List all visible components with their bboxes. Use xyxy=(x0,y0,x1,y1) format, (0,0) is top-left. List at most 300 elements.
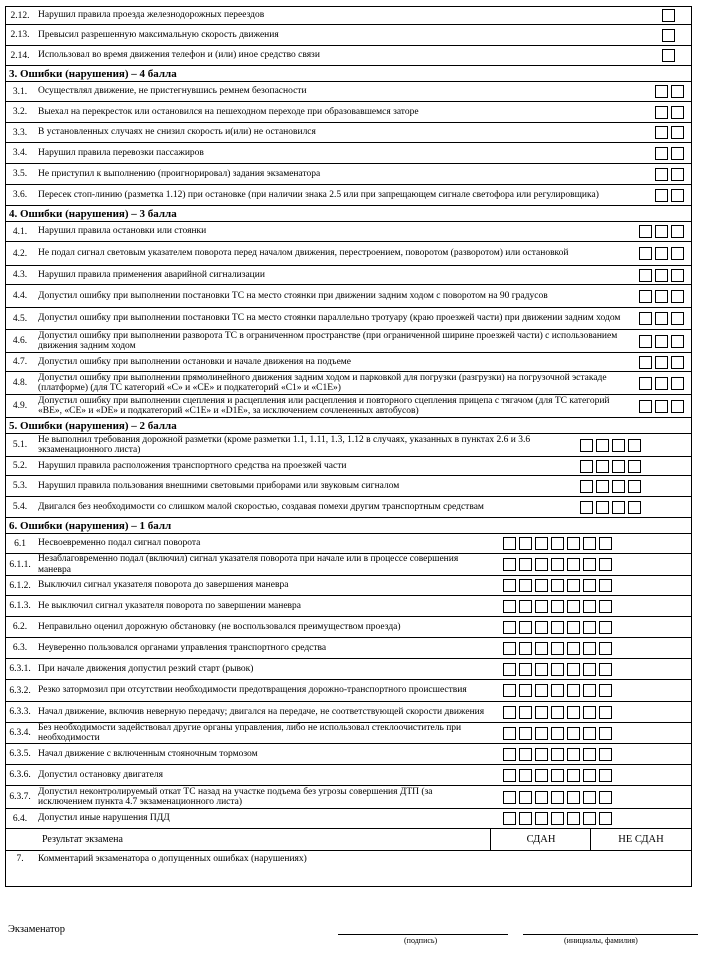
violation-row xyxy=(5,25,692,46)
mark-checkbox[interactable] xyxy=(503,812,516,825)
checkbox-group xyxy=(503,809,615,828)
signature-line[interactable] xyxy=(338,934,508,935)
mark-checkbox[interactable] xyxy=(551,558,564,571)
row-number: 6.1 xyxy=(14,538,26,549)
row-number: 5.2. xyxy=(12,461,28,471)
row-number: 4.8. xyxy=(12,378,28,388)
mark-checkbox[interactable] xyxy=(671,290,684,303)
violation-row xyxy=(5,554,692,576)
mark-checkbox[interactable] xyxy=(612,480,625,493)
signature-caption: (подпись) xyxy=(404,936,438,945)
mark-checkbox[interactable] xyxy=(535,621,548,634)
mark-checkbox[interactable] xyxy=(583,812,596,825)
mark-checkbox[interactable] xyxy=(583,684,596,697)
mark-checkbox[interactable] xyxy=(583,706,596,719)
row-text: Не подал сигнал световым указателем поворота перед началом движения, перестроением, поворотом (разворотом) или остановкой xyxy=(38,248,569,259)
row-number: 4.4. xyxy=(12,291,28,301)
checkbox-group xyxy=(503,534,615,553)
section-header: 4. Ошибки (нарушения) – 3 балла xyxy=(5,206,692,222)
mark-checkbox[interactable] xyxy=(612,439,625,452)
mark-checkbox[interactable] xyxy=(519,812,532,825)
row-text: Допустил ошибку при выполнении разворота ТС в ограниченном пространстве (при ограниченной ширине проезжей части) с использованием движения задним ходом xyxy=(38,330,618,351)
mark-checkbox[interactable] xyxy=(519,791,532,804)
mark-checkbox[interactable] xyxy=(535,727,548,740)
mark-checkbox[interactable] xyxy=(583,579,596,592)
row-text: Без необходимости задействовал другие органы управления, либо не использовал стеклоочиститель при необходимости xyxy=(38,722,462,743)
row-number: 3.5. xyxy=(12,169,28,179)
mark-checkbox[interactable] xyxy=(503,748,516,761)
violation-row xyxy=(5,576,692,596)
row-text: Осуществлял движение, не пристегнувшись ремнем безопасности xyxy=(38,86,307,97)
row-number: 6.1.1. xyxy=(9,559,31,570)
mark-checkbox[interactable] xyxy=(599,706,612,719)
mark-checkbox[interactable] xyxy=(519,537,532,550)
row-number: 2.13. xyxy=(10,30,30,40)
mark-checkbox[interactable] xyxy=(580,480,593,493)
violation-row xyxy=(5,723,692,744)
mark-checkbox[interactable] xyxy=(551,621,564,634)
mark-checkbox[interactable] xyxy=(599,558,612,571)
row-text: Незаблаговременно подал (включил) сигнал указателя поворота при начале или в процессе совершения маневра xyxy=(38,554,459,575)
mark-checkbox[interactable] xyxy=(580,439,593,452)
mark-checkbox[interactable] xyxy=(655,312,668,325)
violation-row xyxy=(5,786,692,809)
mark-checkbox[interactable] xyxy=(503,579,516,592)
row-text: Не выключил сигнал указателя поворота по завершении маневра xyxy=(38,600,301,611)
mark-checkbox[interactable] xyxy=(671,312,684,325)
mark-checkbox[interactable] xyxy=(596,439,609,452)
checkbox-group xyxy=(503,638,615,658)
mark-checkbox[interactable] xyxy=(655,356,668,369)
mark-checkbox[interactable] xyxy=(655,400,668,413)
mark-checkbox[interactable] xyxy=(671,147,684,160)
violation-row xyxy=(5,46,692,66)
examiner-label: Экзаменатор xyxy=(8,924,65,935)
mark-checkbox[interactable] xyxy=(503,727,516,740)
mark-checkbox[interactable] xyxy=(519,769,532,782)
checkbox-group xyxy=(503,659,615,679)
mark-checkbox[interactable] xyxy=(551,600,564,613)
row-number: 6.3.1. xyxy=(9,664,31,674)
mark-checkbox[interactable] xyxy=(535,579,548,592)
mark-checkbox[interactable] xyxy=(655,377,668,390)
checkbox-group xyxy=(503,702,615,722)
violation-row xyxy=(5,330,692,353)
checkbox-group xyxy=(655,143,687,163)
mark-checkbox[interactable] xyxy=(639,247,652,260)
mark-checkbox[interactable] xyxy=(671,335,684,348)
mark-checkbox[interactable] xyxy=(599,684,612,697)
violation-row xyxy=(5,744,692,765)
mark-checkbox[interactable] xyxy=(599,791,612,804)
mark-checkbox[interactable] xyxy=(503,621,516,634)
mark-checkbox[interactable] xyxy=(535,558,548,571)
mark-checkbox[interactable] xyxy=(535,537,548,550)
row-text: Несвоевременно подал сигнал поворота xyxy=(38,538,201,549)
mark-checkbox[interactable] xyxy=(583,769,596,782)
passed-option[interactable]: СДАН xyxy=(490,829,591,850)
checkbox-group xyxy=(655,82,687,101)
mark-checkbox[interactable] xyxy=(583,642,596,655)
row-number: 6.3. xyxy=(12,643,28,653)
mark-checkbox[interactable] xyxy=(671,356,684,369)
row-text: Выехал на перекресток или остановился на пешеходном переходе при образовавшемся заторе xyxy=(38,106,419,117)
row-text: Допустил ошибку при выполнении постановки ТС на место стоянки параллельно тротуару (краю проезжей части) при движении задним ходом xyxy=(38,313,621,324)
mark-checkbox[interactable] xyxy=(671,225,684,238)
violation-row xyxy=(5,353,692,372)
mark-checkbox[interactable] xyxy=(567,812,580,825)
row-text: Выключил сигнал указателя поворота до завершения маневра xyxy=(38,580,289,591)
mark-checkbox[interactable] xyxy=(655,168,668,181)
checkbox-group xyxy=(655,102,687,122)
violation-row xyxy=(5,702,692,723)
row-number: 4.1. xyxy=(12,226,28,237)
row-number: 4.7. xyxy=(12,357,28,367)
mark-checkbox[interactable] xyxy=(628,480,641,493)
checkbox-group xyxy=(580,457,644,475)
mark-checkbox[interactable] xyxy=(567,642,580,655)
mark-checkbox[interactable] xyxy=(535,684,548,697)
mark-checkbox[interactable] xyxy=(551,748,564,761)
mark-checkbox[interactable] xyxy=(551,706,564,719)
mark-checkbox[interactable] xyxy=(503,600,516,613)
row-number: 6.4. xyxy=(12,813,28,824)
mark-checkbox[interactable] xyxy=(599,537,612,550)
failed-option[interactable]: НЕ СДАН xyxy=(590,829,691,850)
mark-checkbox[interactable] xyxy=(655,269,668,282)
checkbox-group xyxy=(503,680,615,701)
row-text: Не выполнил требования дорожной разметки (кроме разметки 1.1, 1.11, 1.3, 1.12 в случаях, указанных в пунктах 2.6 и 3.6 экзаменационного листа) xyxy=(38,434,531,455)
mark-checkbox[interactable] xyxy=(519,684,532,697)
mark-checkbox[interactable] xyxy=(671,85,684,98)
row-text: Допустил ошибку при выполнении остановки и начале движения на подъеме xyxy=(38,356,352,367)
mark-checkbox[interactable] xyxy=(567,558,580,571)
mark-checkbox[interactable] xyxy=(671,106,684,119)
violation-row xyxy=(5,242,692,266)
row-number: 5.1. xyxy=(12,440,28,450)
mark-checkbox[interactable] xyxy=(612,501,625,514)
mark-checkbox[interactable] xyxy=(628,460,641,473)
mark-checkbox[interactable] xyxy=(503,769,516,782)
mark-checkbox[interactable] xyxy=(519,706,532,719)
row-number: 4.5. xyxy=(12,313,28,324)
mark-checkbox[interactable] xyxy=(535,706,548,719)
mark-checkbox[interactable] xyxy=(662,49,675,62)
mark-checkbox[interactable] xyxy=(639,356,652,369)
mark-checkbox[interactable] xyxy=(551,537,564,550)
violation-row xyxy=(5,617,692,638)
mark-checkbox[interactable] xyxy=(567,769,580,782)
examiner-footer xyxy=(8,920,698,950)
mark-checkbox[interactable] xyxy=(551,812,564,825)
checkbox-group xyxy=(503,576,615,595)
row-text: Допустил иные нарушения ПДД xyxy=(38,813,170,824)
mark-checkbox[interactable] xyxy=(599,769,612,782)
row-number: 6.1.2. xyxy=(9,580,31,591)
violation-row xyxy=(5,266,692,285)
mark-checkbox[interactable] xyxy=(655,85,668,98)
mark-checkbox[interactable] xyxy=(551,791,564,804)
violation-row xyxy=(5,6,692,25)
mark-checkbox[interactable] xyxy=(599,663,612,676)
mark-checkbox[interactable] xyxy=(671,126,684,139)
mark-checkbox[interactable] xyxy=(567,684,580,697)
mark-checkbox[interactable] xyxy=(551,684,564,697)
checkbox-group xyxy=(503,765,615,785)
violation-row xyxy=(5,596,692,617)
mark-checkbox[interactable] xyxy=(519,558,532,571)
row-text: Допустил остановку двигателя xyxy=(38,769,163,780)
checkbox-group xyxy=(503,596,615,616)
row-text: Нарушил правила перевозки пассажиров xyxy=(38,147,204,158)
row-number: 2.12. xyxy=(10,10,30,21)
mark-checkbox[interactable] xyxy=(519,579,532,592)
violation-row xyxy=(5,809,692,829)
mark-checkbox[interactable] xyxy=(655,290,668,303)
mark-checkbox[interactable] xyxy=(628,501,641,514)
mark-checkbox[interactable] xyxy=(671,377,684,390)
mark-checkbox[interactable] xyxy=(519,600,532,613)
mark-checkbox[interactable] xyxy=(662,29,675,42)
section-header: 6. Ошибки (нарушения) – 1 балл xyxy=(5,518,692,534)
mark-checkbox[interactable] xyxy=(671,247,684,260)
mark-checkbox[interactable] xyxy=(567,621,580,634)
mark-checkbox[interactable] xyxy=(519,663,532,676)
mark-checkbox[interactable] xyxy=(535,748,548,761)
mark-checkbox[interactable] xyxy=(671,168,684,181)
checkbox-group xyxy=(580,434,644,456)
violation-row xyxy=(5,222,692,242)
violation-row xyxy=(5,185,692,206)
mark-checkbox[interactable] xyxy=(583,621,596,634)
mark-checkbox[interactable] xyxy=(519,621,532,634)
checkbox-group xyxy=(662,46,678,65)
mark-checkbox[interactable] xyxy=(599,812,612,825)
mark-checkbox[interactable] xyxy=(599,600,612,613)
row-text: Допустил ошибку при выполнении прямолинейного движения задним ходом и парковкой для погрузки (разгрузки) на погрузочной эстакаде (платформе) (для ТС категорий «С» и «СЕ» и подкатегорий «С1» и «С1Е») xyxy=(38,372,607,393)
checkbox-group xyxy=(639,266,687,284)
mark-checkbox[interactable] xyxy=(535,600,548,613)
checkbox-group xyxy=(655,185,687,205)
mark-checkbox[interactable] xyxy=(519,727,532,740)
row-number: 6.2. xyxy=(12,622,28,632)
violation-row xyxy=(5,143,692,164)
mark-checkbox[interactable] xyxy=(567,663,580,676)
mark-checkbox[interactable] xyxy=(551,579,564,592)
mark-checkbox[interactable] xyxy=(599,748,612,761)
mark-checkbox[interactable] xyxy=(535,769,548,782)
row-text: В установленных случаях не снизил скорость и(или) не остановился xyxy=(38,127,316,138)
mark-checkbox[interactable] xyxy=(655,126,668,139)
row-number: 5.4. xyxy=(12,502,28,512)
violation-row xyxy=(5,765,692,786)
row-number: 3.1. xyxy=(12,86,28,97)
checkbox-group xyxy=(655,164,687,184)
mark-checkbox[interactable] xyxy=(655,225,668,238)
checkbox-group xyxy=(655,123,687,142)
row-number: 4.3. xyxy=(12,270,28,280)
mark-checkbox[interactable] xyxy=(596,501,609,514)
mark-checkbox[interactable] xyxy=(583,727,596,740)
violation-row xyxy=(5,434,692,457)
mark-checkbox[interactable] xyxy=(583,748,596,761)
mark-checkbox[interactable] xyxy=(551,642,564,655)
mark-checkbox[interactable] xyxy=(519,642,532,655)
mark-checkbox[interactable] xyxy=(567,600,580,613)
checkbox-group xyxy=(503,744,615,764)
mark-checkbox[interactable] xyxy=(503,558,516,571)
mark-checkbox[interactable] xyxy=(639,312,652,325)
mark-checkbox[interactable] xyxy=(519,748,532,761)
mark-checkbox[interactable] xyxy=(583,537,596,550)
violation-row xyxy=(5,680,692,702)
mark-checkbox[interactable] xyxy=(503,791,516,804)
row-text: Резко затормозил при отсутствии необходимости предотвращения дорожно-транспортного происшествия xyxy=(38,685,467,696)
mark-checkbox[interactable] xyxy=(599,621,612,634)
row-number: 3.2. xyxy=(12,107,28,117)
name-line[interactable] xyxy=(523,934,698,935)
row-number: 6.3.4. xyxy=(9,728,31,738)
mark-checkbox[interactable] xyxy=(503,706,516,719)
row-number: 2.14. xyxy=(10,50,30,61)
row-number: 6.3.2. xyxy=(9,685,31,696)
mark-checkbox[interactable] xyxy=(639,269,652,282)
row-text: Допустил ошибку при выполнении сцепления и расцепления или расцепления и повторного сцепления прицепа с тягачом (для ТС категорий «ВЕ», «СЕ» и «DЕ» и подкатегорий «С1Е» и «D1Е», за исключением сочлененных автобусов) xyxy=(38,395,610,416)
mark-checkbox[interactable] xyxy=(671,269,684,282)
mark-checkbox[interactable] xyxy=(503,537,516,550)
comment-number: 7. xyxy=(16,854,24,864)
row-text: Неправильно оценил дорожную обстановку (не воспользовался преимуществом проезда) xyxy=(38,621,401,632)
violation-row xyxy=(5,102,692,123)
checkbox-group xyxy=(662,25,678,45)
mark-checkbox[interactable] xyxy=(583,558,596,571)
mark-checkbox[interactable] xyxy=(612,460,625,473)
checkbox-group xyxy=(639,222,687,241)
mark-checkbox[interactable] xyxy=(551,663,564,676)
row-text: Нарушил правила остановки или стоянки xyxy=(38,226,207,237)
row-text: Нарушил правила пользования внешними световыми приборами или звуковым сигналом xyxy=(38,480,400,491)
violation-row xyxy=(5,497,692,518)
exam-result-row xyxy=(5,829,692,851)
mark-checkbox[interactable] xyxy=(567,727,580,740)
mark-checkbox[interactable] xyxy=(662,9,675,22)
mark-checkbox[interactable] xyxy=(583,791,596,804)
mark-checkbox[interactable] xyxy=(567,706,580,719)
mark-checkbox[interactable] xyxy=(583,663,596,676)
mark-checkbox[interactable] xyxy=(655,147,668,160)
comment-row[interactable] xyxy=(5,851,692,887)
checkbox-group xyxy=(639,242,687,265)
mark-checkbox[interactable] xyxy=(655,247,668,260)
row-text: Использовал во время движения телефон и (или) иное средство связи xyxy=(38,50,320,61)
row-text: При начале движения допустил резкий старт (рывок) xyxy=(38,663,254,674)
mark-checkbox[interactable] xyxy=(655,335,668,348)
checkbox-group xyxy=(503,617,615,637)
mark-checkbox[interactable] xyxy=(580,460,593,473)
row-number: 3.3. xyxy=(12,127,28,138)
checkbox-group xyxy=(639,330,687,352)
violation-row xyxy=(5,395,692,418)
violation-row xyxy=(5,476,692,497)
mark-checkbox[interactable] xyxy=(503,684,516,697)
checkbox-group xyxy=(580,476,644,496)
mark-checkbox[interactable] xyxy=(567,537,580,550)
checkbox-group xyxy=(662,7,678,24)
mark-checkbox[interactable] xyxy=(567,748,580,761)
result-label: Результат экзамена xyxy=(42,834,123,845)
mark-checkbox[interactable] xyxy=(535,663,548,676)
row-text: Пересек стоп-линию (разметка 1.12) при остановке (при наличии знака 2.5 или при запрещающем сигнале светофора или регулировщика) xyxy=(38,189,599,200)
row-number: 6.3.6. xyxy=(9,770,31,780)
mark-checkbox[interactable] xyxy=(639,377,652,390)
checkbox-group xyxy=(639,395,687,417)
violation-row xyxy=(5,457,692,476)
mark-checkbox[interactable] xyxy=(567,791,580,804)
row-text: Превысил разрешенную максимальную скорость движения xyxy=(38,29,279,40)
checkbox-group xyxy=(503,786,615,808)
mark-checkbox[interactable] xyxy=(628,439,641,452)
row-number: 6.3.3. xyxy=(9,707,31,717)
mark-checkbox[interactable] xyxy=(671,400,684,413)
mark-checkbox[interactable] xyxy=(671,189,684,202)
row-text: Двигался без необходимости со слишком малой скоростью, создавая помехи другим транспортным средствам xyxy=(38,501,484,512)
mark-checkbox[interactable] xyxy=(567,579,580,592)
mark-checkbox[interactable] xyxy=(639,400,652,413)
mark-checkbox[interactable] xyxy=(655,189,668,202)
violation-row xyxy=(5,308,692,330)
row-number: 4.9. xyxy=(12,401,28,411)
mark-checkbox[interactable] xyxy=(599,727,612,740)
row-text: Допустил ошибку при выполнении постановки ТС на место стоянки при движении задним ходом с поворотом на 90 градусов xyxy=(38,290,548,301)
checkbox-group xyxy=(639,372,687,394)
violation-row xyxy=(5,638,692,659)
mark-checkbox[interactable] xyxy=(535,642,548,655)
mark-checkbox[interactable] xyxy=(655,106,668,119)
mark-checkbox[interactable] xyxy=(596,460,609,473)
checkbox-group xyxy=(639,308,687,329)
name-caption: (инициалы, фамилия) xyxy=(564,936,638,945)
row-number: 6.3.7. xyxy=(9,792,31,802)
mark-checkbox[interactable] xyxy=(639,335,652,348)
mark-checkbox[interactable] xyxy=(639,225,652,238)
checkbox-group xyxy=(503,554,615,575)
row-text: Нарушил правила расположения транспортного средства на проезжей части xyxy=(38,460,347,471)
mark-checkbox[interactable] xyxy=(535,791,548,804)
mark-checkbox[interactable] xyxy=(596,480,609,493)
mark-checkbox[interactable] xyxy=(535,812,548,825)
mark-checkbox[interactable] xyxy=(580,501,593,514)
mark-checkbox[interactable] xyxy=(599,642,612,655)
row-text: Нарушил правила проезда железнодорожных переездов xyxy=(38,10,265,21)
row-text: Начал движение с включенным стояночным тормозом xyxy=(38,748,258,759)
checkbox-group xyxy=(503,723,615,743)
row-text: Не приступил к выполнению (проигнорировал) задания экзаменатора xyxy=(38,168,321,179)
violation-row xyxy=(5,659,692,680)
row-number: 3.6. xyxy=(12,190,28,200)
mark-checkbox[interactable] xyxy=(503,663,516,676)
row-text: Допустил неконтролируемый откат ТС назад на участке подъема без угрозы совершения ДТП (за исключением пункта 4.7 экзаменационного листа) xyxy=(38,786,433,807)
mark-checkbox[interactable] xyxy=(599,579,612,592)
mark-checkbox[interactable] xyxy=(551,727,564,740)
row-number: 6.3.5. xyxy=(9,749,31,759)
mark-checkbox[interactable] xyxy=(503,642,516,655)
mark-checkbox[interactable] xyxy=(583,600,596,613)
mark-checkbox[interactable] xyxy=(639,290,652,303)
mark-checkbox[interactable] xyxy=(551,769,564,782)
section-header: 5. Ошибки (нарушения) – 2 балла xyxy=(5,418,692,434)
section-header: 3. Ошибки (нарушения) – 4 балла xyxy=(5,66,692,82)
row-text: Неуверенно пользовался органами управления транспортного средства xyxy=(38,642,327,653)
